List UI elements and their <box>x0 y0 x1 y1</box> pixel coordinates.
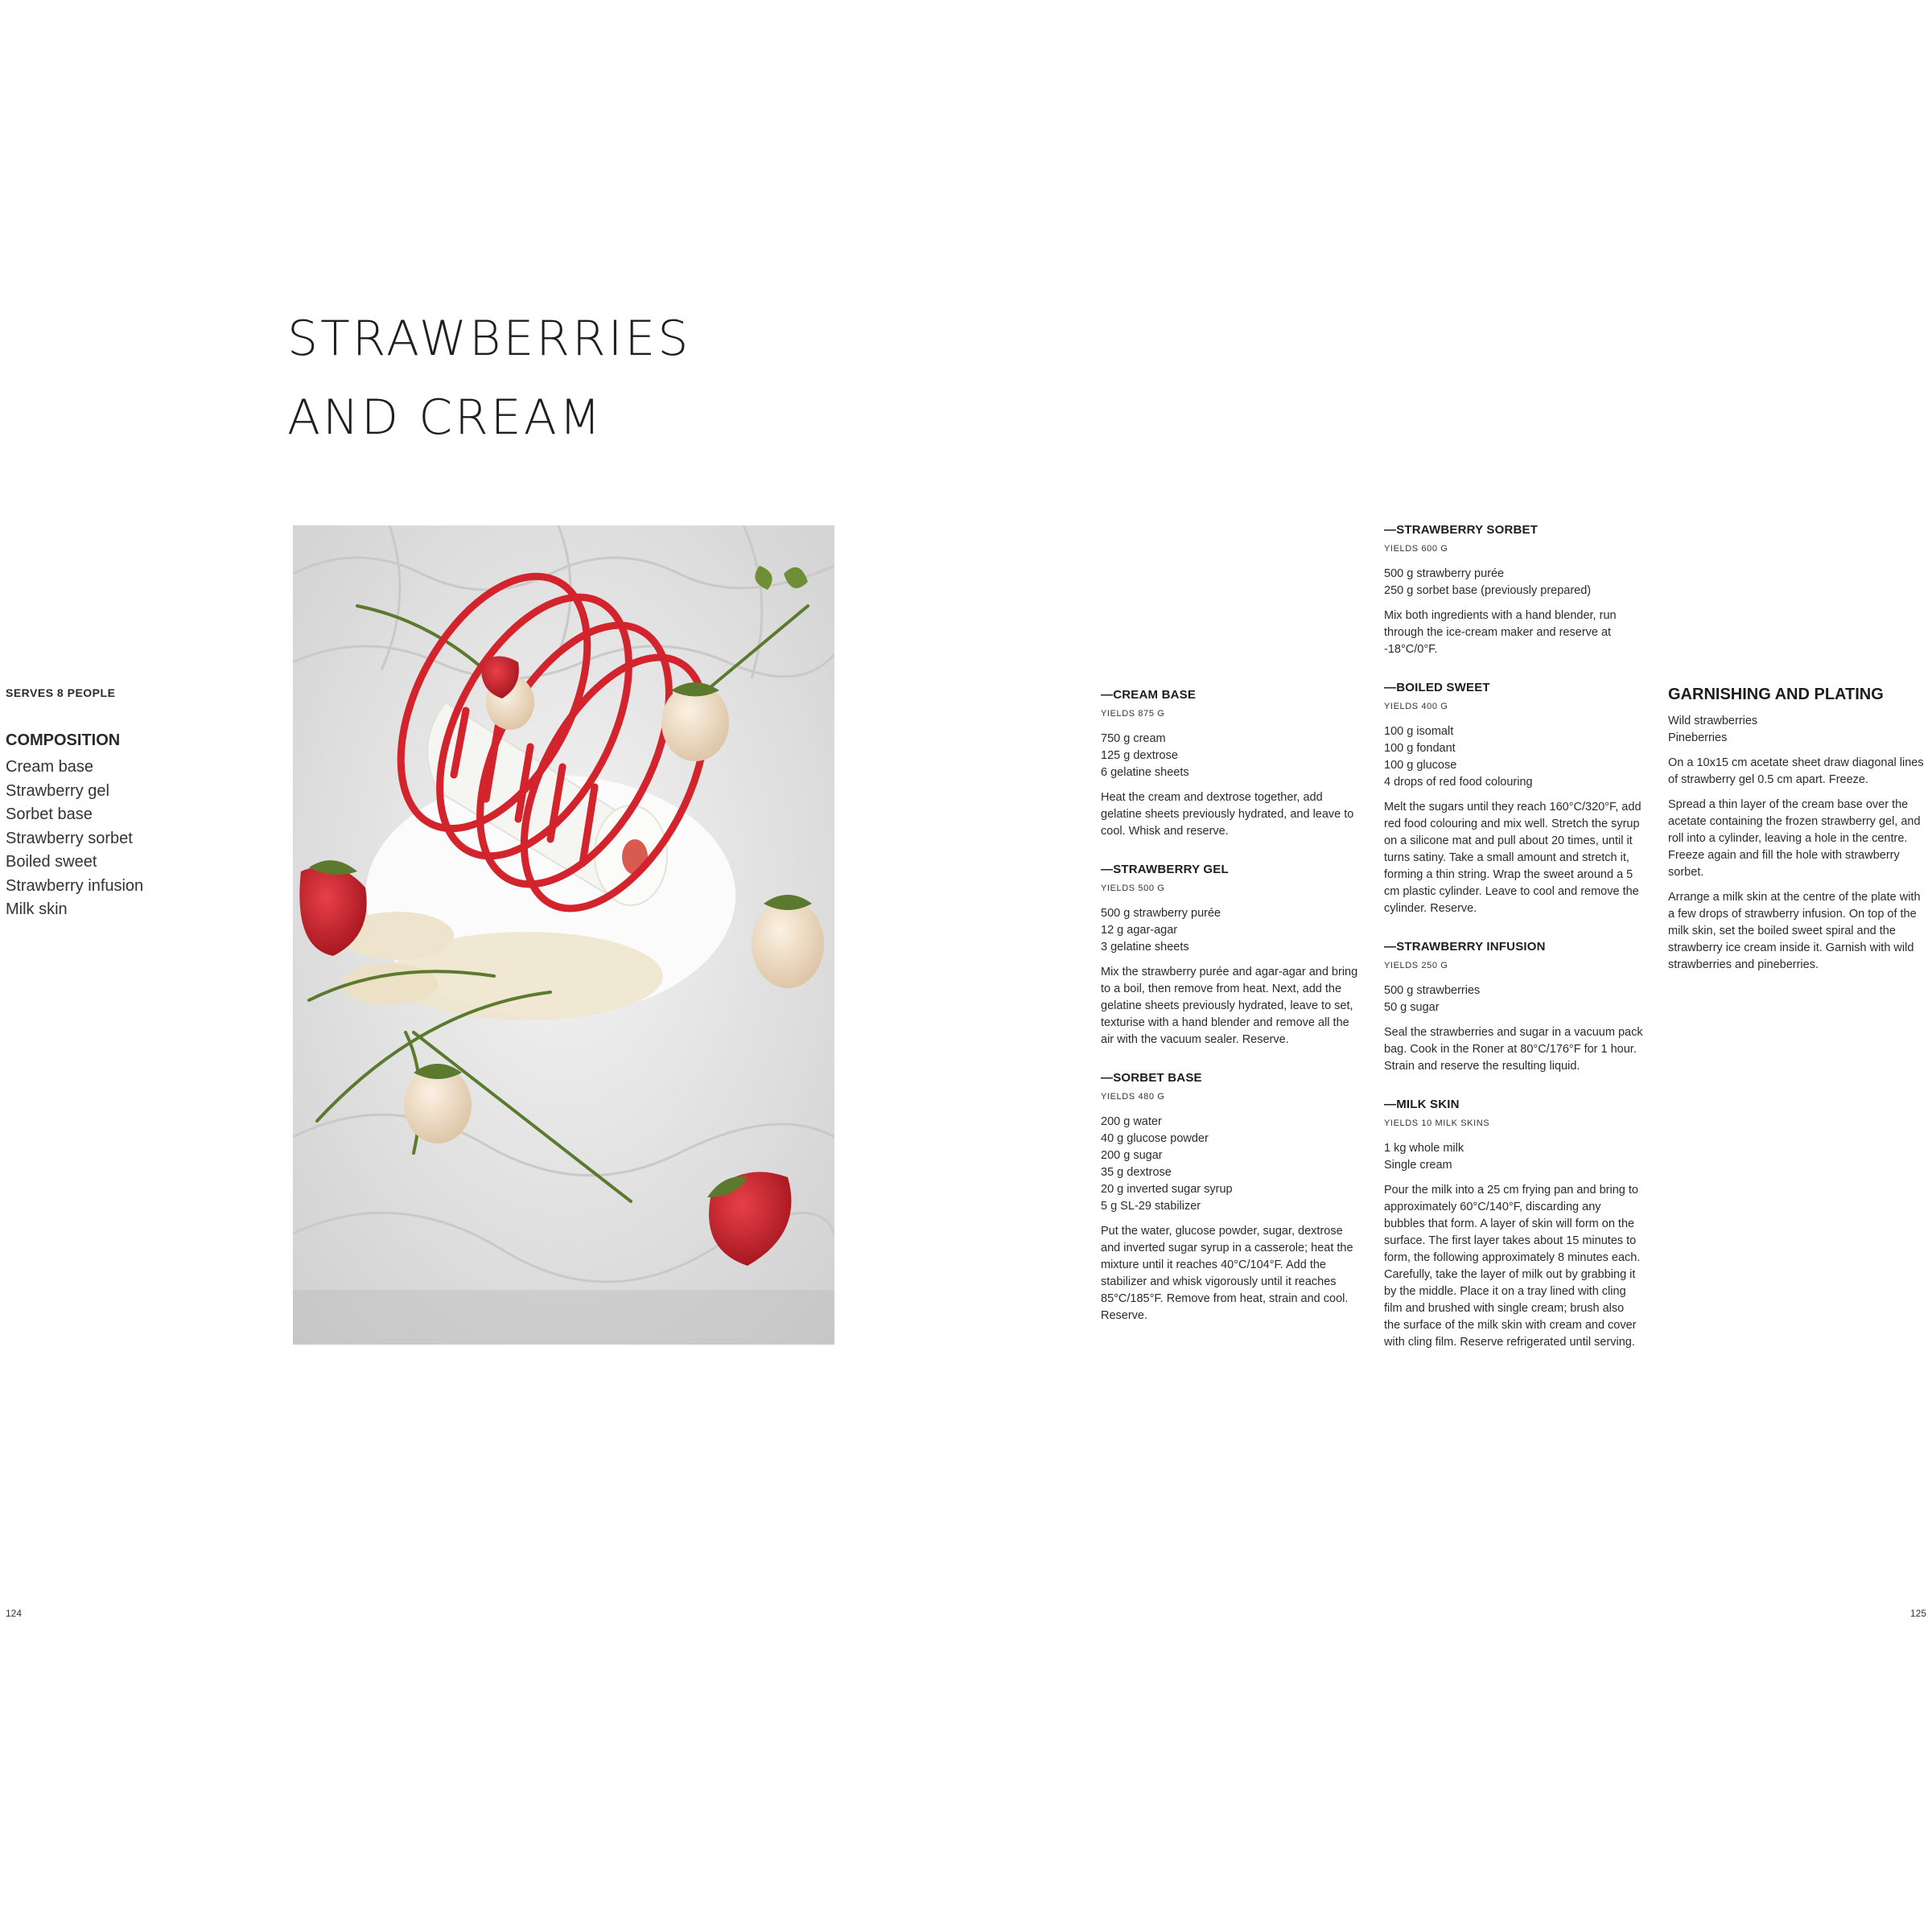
ingredient: 20 g inverted sugar syrup <box>1101 1183 1233 1196</box>
ingredient: 100 g fondant <box>1384 742 1456 755</box>
strawberry-sorbet-yield: YIELDS 600 G <box>1384 544 1448 554</box>
ingredient: 6 gelatine sheets <box>1101 766 1189 779</box>
ingredient: Pineberries <box>1668 731 1728 744</box>
page-number-right: 125 <box>1909 1608 1926 1619</box>
milk-skin-yield: YIELDS 10 MILK SKINS <box>1384 1118 1490 1128</box>
composition-item: Milk skin <box>6 900 68 918</box>
strawberry-infusion-method: Seal the strawberries and sugar in a vacuum pack bag. Cook in the Roner at 80°C/176°F for 1 hour. Strain and reserve the resulting liquid. <box>1384 1026 1643 1073</box>
ingredient: 500 g strawberries <box>1384 984 1481 997</box>
dessert-photo <box>293 525 834 1345</box>
milk-skin-title: —MILK SKIN <box>1384 1098 1460 1111</box>
ingredient: 4 drops of red food colouring <box>1384 776 1533 789</box>
boiled-sweet-method: Melt the sugars until they reach 160°C/320°F, add red food colouring and mix well. Stretch the syrup on a silicone mat and pull about 20 times, until it turns satiny. Take a small amount and stretch it, forming a thin string. Wrap the sweet around a 5 cm plastic cylinder. Leave to cool and remove the cylinder. Reserve. <box>1384 801 1642 915</box>
composition-item: Strawberry sorbet <box>6 829 133 847</box>
sorbet-base-ingredients <box>1101 1114 1360 1215</box>
garnishing-step: Spread a thin layer of the cream base over the acetate containing the frozen strawberry gel, and roll into a cylinder, leaving a hole in the centre. Freeze again and fill the hole with strawberry sorbet. <box>1668 798 1921 879</box>
strawberry-gel-title: —STRAWBERRY GEL <box>1101 863 1229 876</box>
plate-edge-shadow <box>293 1290 834 1345</box>
cream-base-section <box>1101 686 1360 840</box>
ingredient: 5 g SL-29 stabilizer <box>1101 1200 1201 1213</box>
cream-base-title: —CREAM BASE <box>1101 688 1197 702</box>
strawberry-infusion-yield: YIELDS 250 G <box>1384 961 1448 970</box>
garnishing-step: On a 10x15 cm acetate sheet draw diagonal lines of strawberry gel 0.5 cm apart. Freeze. <box>1668 756 1924 786</box>
composition-item: Boiled sweet <box>6 853 97 871</box>
garnishing-step: Arrange a milk skin at the centre of the plate with a few drops of strawberry infusion. On top of the milk skin, set the boiled sweet spiral and the strawberry ice cream inside it. Garnish with wild strawberries and pineberries. <box>1668 891 1921 971</box>
ingredient: 200 g sugar <box>1101 1149 1163 1162</box>
strawberry-gel-method: Mix the strawberry purée and agar-agar and bring to a boil, then remove from heat. Next, add the gelatine sheets previously hydrated, leave to set, texturise with a hand blender and remove all the air with the vacuum sealer. Reserve. <box>1101 966 1358 1046</box>
composition-heading: COMPOSITION <box>6 731 121 749</box>
ingredient: 200 g water <box>1101 1115 1162 1128</box>
strawberry-gel-section <box>1101 861 1360 1048</box>
title-line-1: STRAWBERRIES <box>287 311 691 367</box>
milk-skin-method: Pour the milk into a 25 cm frying pan and bring to approximately 60°C/140°F, discarding any bubbles that form. A layer of skin will form on the surface. The first layer takes about 15 minutes to form, the following approximately 8 minutes each. Carefully, take the layer of milk out by grabbing it by the middle. Place it on a tray lined with cling film and brushed with single cream; brush also the surface of the milk skin with cream and cover with cling film. Reserve refrigerated until serving. <box>1384 1184 1641 1349</box>
composition-item: Cream base <box>6 758 93 776</box>
sorbet-base-title: —SORBET BASE <box>1101 1071 1202 1085</box>
cream-base-ingredients <box>1101 731 1360 781</box>
ingredient: 750 g cream <box>1101 732 1166 745</box>
ingredient: 125 g dextrose <box>1101 749 1178 762</box>
ingredient: 500 g strawberry purée <box>1384 567 1505 580</box>
title-line-2: AND CREAM <box>287 389 603 446</box>
strawberry-sorbet-section <box>1384 521 1643 658</box>
strawberry-sorbet-method: Mix both ingredients with a hand blender, run through the ice-cream maker and reserve at -18°C/0°F. <box>1384 609 1617 656</box>
page-number-left: 124 <box>6 1608 23 1619</box>
composition-list <box>6 756 143 922</box>
strawberry-infusion-title: —STRAWBERRY INFUSION <box>1384 940 1546 954</box>
sorbet-base-yield: YIELDS 480 G <box>1101 1092 1165 1102</box>
garnishing-column <box>1668 686 1927 974</box>
cream-base-method: Heat the cream and dextrose together, add gelatine sheets previously hydrated, and leave to cool. Whisk and reserve. <box>1101 791 1354 838</box>
ingredient: 100 g glucose <box>1384 759 1457 772</box>
dessert-photo-illustration <box>293 525 834 1345</box>
boiled-sweet-ingredients <box>1384 723 1643 791</box>
garnishing-heading: GARNISHING AND PLATING <box>1668 686 1884 703</box>
ingredient: 40 g glucose powder <box>1101 1132 1209 1145</box>
composition-item: Strawberry gel <box>6 781 109 800</box>
milk-skin-section <box>1384 1096 1643 1351</box>
milk-skin-ingredients <box>1384 1140 1643 1174</box>
ingredient: 100 g isomalt <box>1384 725 1454 738</box>
ingredient: 250 g sorbet base (previously prepared) <box>1384 584 1592 597</box>
sorbet-base-method: Put the water, glucose powder, sugar, dextrose and inverted sugar syrup in a casserole; heat the mixture until it reaches 40°C/104°F. Add the stabilizer and whisk vigorously until it reaches 85°C/185°F. Remove from heat, strain and cool. Reserve. <box>1101 1225 1353 1322</box>
recipe-column-1 <box>1101 686 1360 1345</box>
strawberry-infusion-ingredients <box>1384 982 1643 1016</box>
serves-label: SERVES 8 PEOPLE <box>6 686 116 699</box>
boiled-sweet-title: —BOILED SWEET <box>1384 681 1490 694</box>
ingredient: 3 gelatine sheets <box>1101 941 1189 954</box>
composition-item: Sorbet base <box>6 805 93 823</box>
recipe-column-2 <box>1384 521 1643 1372</box>
ingredient: 1 kg whole milk <box>1384 1142 1464 1155</box>
sorbet-base-section <box>1101 1069 1360 1324</box>
strawberry-sorbet-title: —STRAWBERRY SORBET <box>1384 523 1539 537</box>
ingredient: 500 g strawberry purée <box>1101 907 1221 920</box>
ingredient: 50 g sugar <box>1384 1001 1440 1014</box>
composition-item: Strawberry infusion <box>6 876 144 895</box>
boiled-sweet-section <box>1384 679 1643 917</box>
strawberry-infusion-section <box>1384 938 1643 1075</box>
milk-skin-fold <box>341 963 438 1005</box>
ingredient: Single cream <box>1384 1159 1452 1172</box>
ingredient: Wild strawberries <box>1668 715 1758 727</box>
boiled-sweet-yield: YIELDS 400 G <box>1384 702 1448 711</box>
strawberry-gel-yield: YIELDS 500 G <box>1101 884 1165 893</box>
recipe-title <box>287 299 690 457</box>
garnishing-ingredients <box>1668 713 1927 747</box>
ingredient: 12 g agar-agar <box>1101 924 1178 937</box>
cream-base-yield: YIELDS 875 G <box>1101 709 1165 719</box>
strawberry-gel-ingredients <box>1101 905 1360 956</box>
strawberry-sorbet-ingredients <box>1384 566 1643 599</box>
ingredient: 35 g dextrose <box>1101 1166 1172 1179</box>
